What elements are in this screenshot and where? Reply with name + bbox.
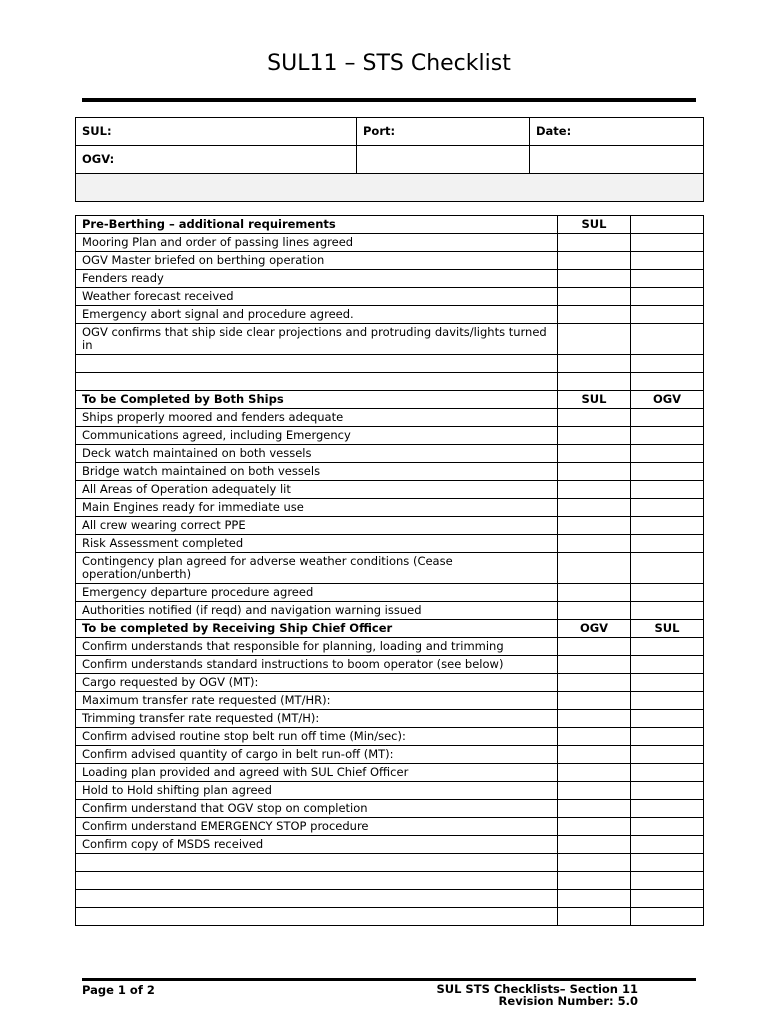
checklist-item-label: Weather forecast received <box>76 288 558 306</box>
check-cell-column-1[interactable] <box>558 692 631 710</box>
checklist-row <box>76 728 704 746</box>
checklist-item-label: Confirm understand that OGV stop on completion <box>76 800 558 818</box>
check-cell-column-2[interactable] <box>631 764 704 782</box>
section-column-2-header: OGV <box>631 391 704 409</box>
checklist-item-label: Emergency abort signal and procedure agreed. <box>76 306 558 324</box>
checklist-row <box>76 638 704 656</box>
ogv-field[interactable] <box>76 146 357 174</box>
checklist-item-label <box>76 355 558 373</box>
checklist-row <box>76 270 704 288</box>
check-cell-column-2[interactable] <box>631 818 704 836</box>
check-cell-column-2[interactable] <box>631 373 704 391</box>
check-cell-column-1[interactable] <box>558 445 631 463</box>
check-cell-column-2[interactable] <box>631 908 704 926</box>
checklist-item-label: Confirm advised quantity of cargo in belt run-off (MT): <box>76 746 558 764</box>
checklist-item-label: Loading plan provided and agreed with SUL Chief Officer <box>76 764 558 782</box>
check-cell-column-1[interactable] <box>558 818 631 836</box>
check-cell-column-1[interactable] <box>558 517 631 535</box>
port-label: Port: <box>363 124 396 138</box>
check-cell-column-2[interactable] <box>631 445 704 463</box>
date-field[interactable] <box>530 118 704 146</box>
section-title: Pre-Berthing – additional requirements <box>76 216 558 234</box>
check-cell-column-1[interactable] <box>558 553 631 584</box>
checklist-row <box>76 427 704 445</box>
check-cell-column-1[interactable] <box>558 252 631 270</box>
check-cell-column-1[interactable] <box>558 638 631 656</box>
check-cell-column-2[interactable] <box>631 517 704 535</box>
check-cell-column-2[interactable] <box>631 746 704 764</box>
checklist-item-label: All crew wearing correct PPE <box>76 517 558 535</box>
checklist-row <box>76 764 704 782</box>
check-cell-column-2[interactable] <box>631 535 704 553</box>
page-number: Page 1 of 2 <box>82 983 155 997</box>
checklist-item-label: Confirm understand EMERGENCY STOP procedure <box>76 818 558 836</box>
check-cell-column-2[interactable] <box>631 355 704 373</box>
check-cell-column-1[interactable] <box>558 584 631 602</box>
checklist-row <box>76 445 704 463</box>
checklist-item-label: Communications agreed, including Emergency <box>76 427 558 445</box>
checklist-row <box>76 234 704 252</box>
sul-field[interactable] <box>76 118 357 146</box>
footer-revision: Revision Number: 5.0 <box>498 994 638 1008</box>
check-cell-column-2[interactable] <box>631 674 704 692</box>
check-cell-column-2[interactable] <box>631 638 704 656</box>
ogv-date-field[interactable] <box>530 146 704 174</box>
checklist-item-label: Contingency plan agreed for adverse weather conditions (Cease operation/unberth) <box>76 553 558 584</box>
check-cell-column-2[interactable] <box>631 854 704 872</box>
checklist-item-label: Fenders ready <box>76 270 558 288</box>
checklist-row <box>76 535 704 553</box>
sul-label: SUL: <box>82 124 112 138</box>
checklist-item-label: Deck watch maintained on both vessels <box>76 445 558 463</box>
check-cell-column-2[interactable] <box>631 252 704 270</box>
check-cell-column-1[interactable] <box>558 355 631 373</box>
checklist-item-label: Confirm understands standard instructions to boom operator (see below) <box>76 656 558 674</box>
check-cell-column-2[interactable] <box>631 692 704 710</box>
checklist-body <box>76 216 704 926</box>
check-cell-column-2[interactable] <box>631 890 704 908</box>
check-cell-column-1[interactable] <box>558 427 631 445</box>
checklist-row <box>76 782 704 800</box>
checklist-row <box>76 463 704 481</box>
check-cell-column-2[interactable] <box>631 836 704 854</box>
check-cell-column-2[interactable] <box>631 728 704 746</box>
checklist-item-label: OGV confirms that ship side clear projections and protruding davits/lights turned in <box>76 324 558 355</box>
check-cell-column-1[interactable] <box>558 836 631 854</box>
checklist-item-label <box>76 890 558 908</box>
check-cell-column-1[interactable] <box>558 764 631 782</box>
checklist-row <box>76 409 704 427</box>
title-rule <box>82 98 696 102</box>
checklist-row <box>76 553 704 584</box>
checklist-item-label <box>76 373 558 391</box>
check-cell-column-1[interactable] <box>558 270 631 288</box>
checklist-row <box>76 584 704 602</box>
checklist-item-label: Confirm advised routine stop belt run off time (Min/sec): <box>76 728 558 746</box>
check-cell-column-2[interactable] <box>631 584 704 602</box>
checklist-item-label: Risk Assessment completed <box>76 535 558 553</box>
checklist-row <box>76 306 704 324</box>
checklist-item-label: Mooring Plan and order of passing lines agreed <box>76 234 558 252</box>
checklist-row <box>76 746 704 764</box>
section-column-2-header <box>631 216 704 234</box>
check-cell-column-2[interactable] <box>631 234 704 252</box>
check-cell-column-2[interactable] <box>631 306 704 324</box>
check-cell-column-1[interactable] <box>558 481 631 499</box>
check-cell-column-1[interactable] <box>558 535 631 553</box>
checklist-item-label: Maximum transfer rate requested (MT/HR): <box>76 692 558 710</box>
checklist-item-label: OGV Master briefed on berthing operation <box>76 252 558 270</box>
checklist-item-label: Emergency departure procedure agreed <box>76 584 558 602</box>
checklist-item-label: Confirm copy of MSDS received <box>76 836 558 854</box>
check-cell-column-2[interactable] <box>631 602 704 620</box>
check-cell-column-2[interactable] <box>631 324 704 355</box>
checklist-row <box>76 656 704 674</box>
checklist-item-label: Trimming transfer rate requested (MT/H): <box>76 710 558 728</box>
checklist-item-label: Hold to Hold shifting plan agreed <box>76 782 558 800</box>
checklist-row <box>76 499 704 517</box>
ogv-label: OGV: <box>82 152 115 166</box>
check-cell-column-2[interactable] <box>631 656 704 674</box>
checklist-row <box>76 252 704 270</box>
section-column-1-header: SUL <box>558 391 631 409</box>
check-cell-column-1[interactable] <box>558 728 631 746</box>
checklist-row <box>76 481 704 499</box>
check-cell-column-2[interactable] <box>631 553 704 584</box>
check-cell-column-2[interactable] <box>631 782 704 800</box>
check-cell-column-1[interactable] <box>558 656 631 674</box>
check-cell-column-2[interactable] <box>631 270 704 288</box>
check-cell-column-2[interactable] <box>631 800 704 818</box>
check-cell-column-1[interactable] <box>558 782 631 800</box>
shaded-notes-row <box>76 174 704 202</box>
checklist-item-label: All Areas of Operation adequately lit <box>76 481 558 499</box>
check-cell-column-1[interactable] <box>558 409 631 427</box>
checklist-row <box>76 836 704 854</box>
checklist-item-label: Cargo requested by OGV (MT): <box>76 674 558 692</box>
checklist-row <box>76 373 704 391</box>
checklist-section-header <box>76 391 704 409</box>
check-cell-column-1[interactable] <box>558 872 631 890</box>
check-cell-column-1[interactable] <box>558 373 631 391</box>
check-cell-column-1[interactable] <box>558 674 631 692</box>
checklist-row <box>76 800 704 818</box>
checklist-row <box>76 908 704 926</box>
port-field[interactable] <box>357 118 530 146</box>
checklist-row <box>76 872 704 890</box>
checklist-row <box>76 854 704 872</box>
section-column-1-header: SUL <box>558 216 631 234</box>
check-cell-column-2[interactable] <box>631 872 704 890</box>
checklist-item-label: Authorities notified (if reqd) and navigation warning issued <box>76 602 558 620</box>
check-cell-column-1[interactable] <box>558 499 631 517</box>
date-label: Date: <box>536 124 572 138</box>
check-cell-column-2[interactable] <box>631 427 704 445</box>
checklist-item-label <box>76 908 558 926</box>
checklist-item-label <box>76 854 558 872</box>
section-title: To be Completed by Both Ships <box>76 391 558 409</box>
check-cell-column-1[interactable] <box>558 854 631 872</box>
check-cell-column-1[interactable] <box>558 234 631 252</box>
check-cell-column-1[interactable] <box>558 324 631 355</box>
checklist-row <box>76 692 704 710</box>
check-cell-column-2[interactable] <box>631 409 704 427</box>
check-cell-column-1[interactable] <box>558 306 631 324</box>
check-cell-column-1[interactable] <box>558 602 631 620</box>
check-cell-column-1[interactable] <box>558 288 631 306</box>
section-column-1-header: OGV <box>558 620 631 638</box>
section-title: To be completed by Receiving Ship Chief Officer <box>76 620 558 638</box>
checklist-row <box>76 674 704 692</box>
section-column-2-header: SUL <box>631 620 704 638</box>
check-cell-column-1[interactable] <box>558 890 631 908</box>
checklist-row <box>76 517 704 535</box>
checklist-item-label: Confirm understands that responsible for planning, loading and trimming <box>76 638 558 656</box>
checklist-row <box>76 602 704 620</box>
footer-section: SUL STS Checklists– Section 11 <box>436 982 638 996</box>
check-cell-column-1[interactable] <box>558 908 631 926</box>
check-cell-column-1[interactable] <box>558 746 631 764</box>
ogv-port-field[interactable] <box>357 146 530 174</box>
checklist-item-label: Bridge watch maintained on both vessels <box>76 463 558 481</box>
check-cell-column-2[interactable] <box>631 499 704 517</box>
document-title: SUL11 – STS Checklist <box>267 51 511 76</box>
checklist-section-header <box>76 620 704 638</box>
checklist-item-label <box>76 872 558 890</box>
footer-info <box>436 983 638 1007</box>
header-fields-table <box>75 117 704 202</box>
checklist-row <box>76 355 704 373</box>
checklist-row <box>76 324 704 355</box>
footer-rule <box>82 978 696 981</box>
check-cell-column-2[interactable] <box>631 288 704 306</box>
checklist-row <box>76 288 704 306</box>
checklist-row <box>76 890 704 908</box>
checklist-row <box>76 710 704 728</box>
checklist-section-header <box>76 216 704 234</box>
checklist-item-label: Main Engines ready for immediate use <box>76 499 558 517</box>
check-cell-column-2[interactable] <box>631 710 704 728</box>
check-cell-column-2[interactable] <box>631 481 704 499</box>
check-cell-column-1[interactable] <box>558 463 631 481</box>
checklist-table <box>75 215 704 926</box>
check-cell-column-1[interactable] <box>558 800 631 818</box>
checklist-item-label: Ships properly moored and fenders adequate <box>76 409 558 427</box>
check-cell-column-2[interactable] <box>631 463 704 481</box>
check-cell-column-1[interactable] <box>558 710 631 728</box>
checklist-row <box>76 818 704 836</box>
